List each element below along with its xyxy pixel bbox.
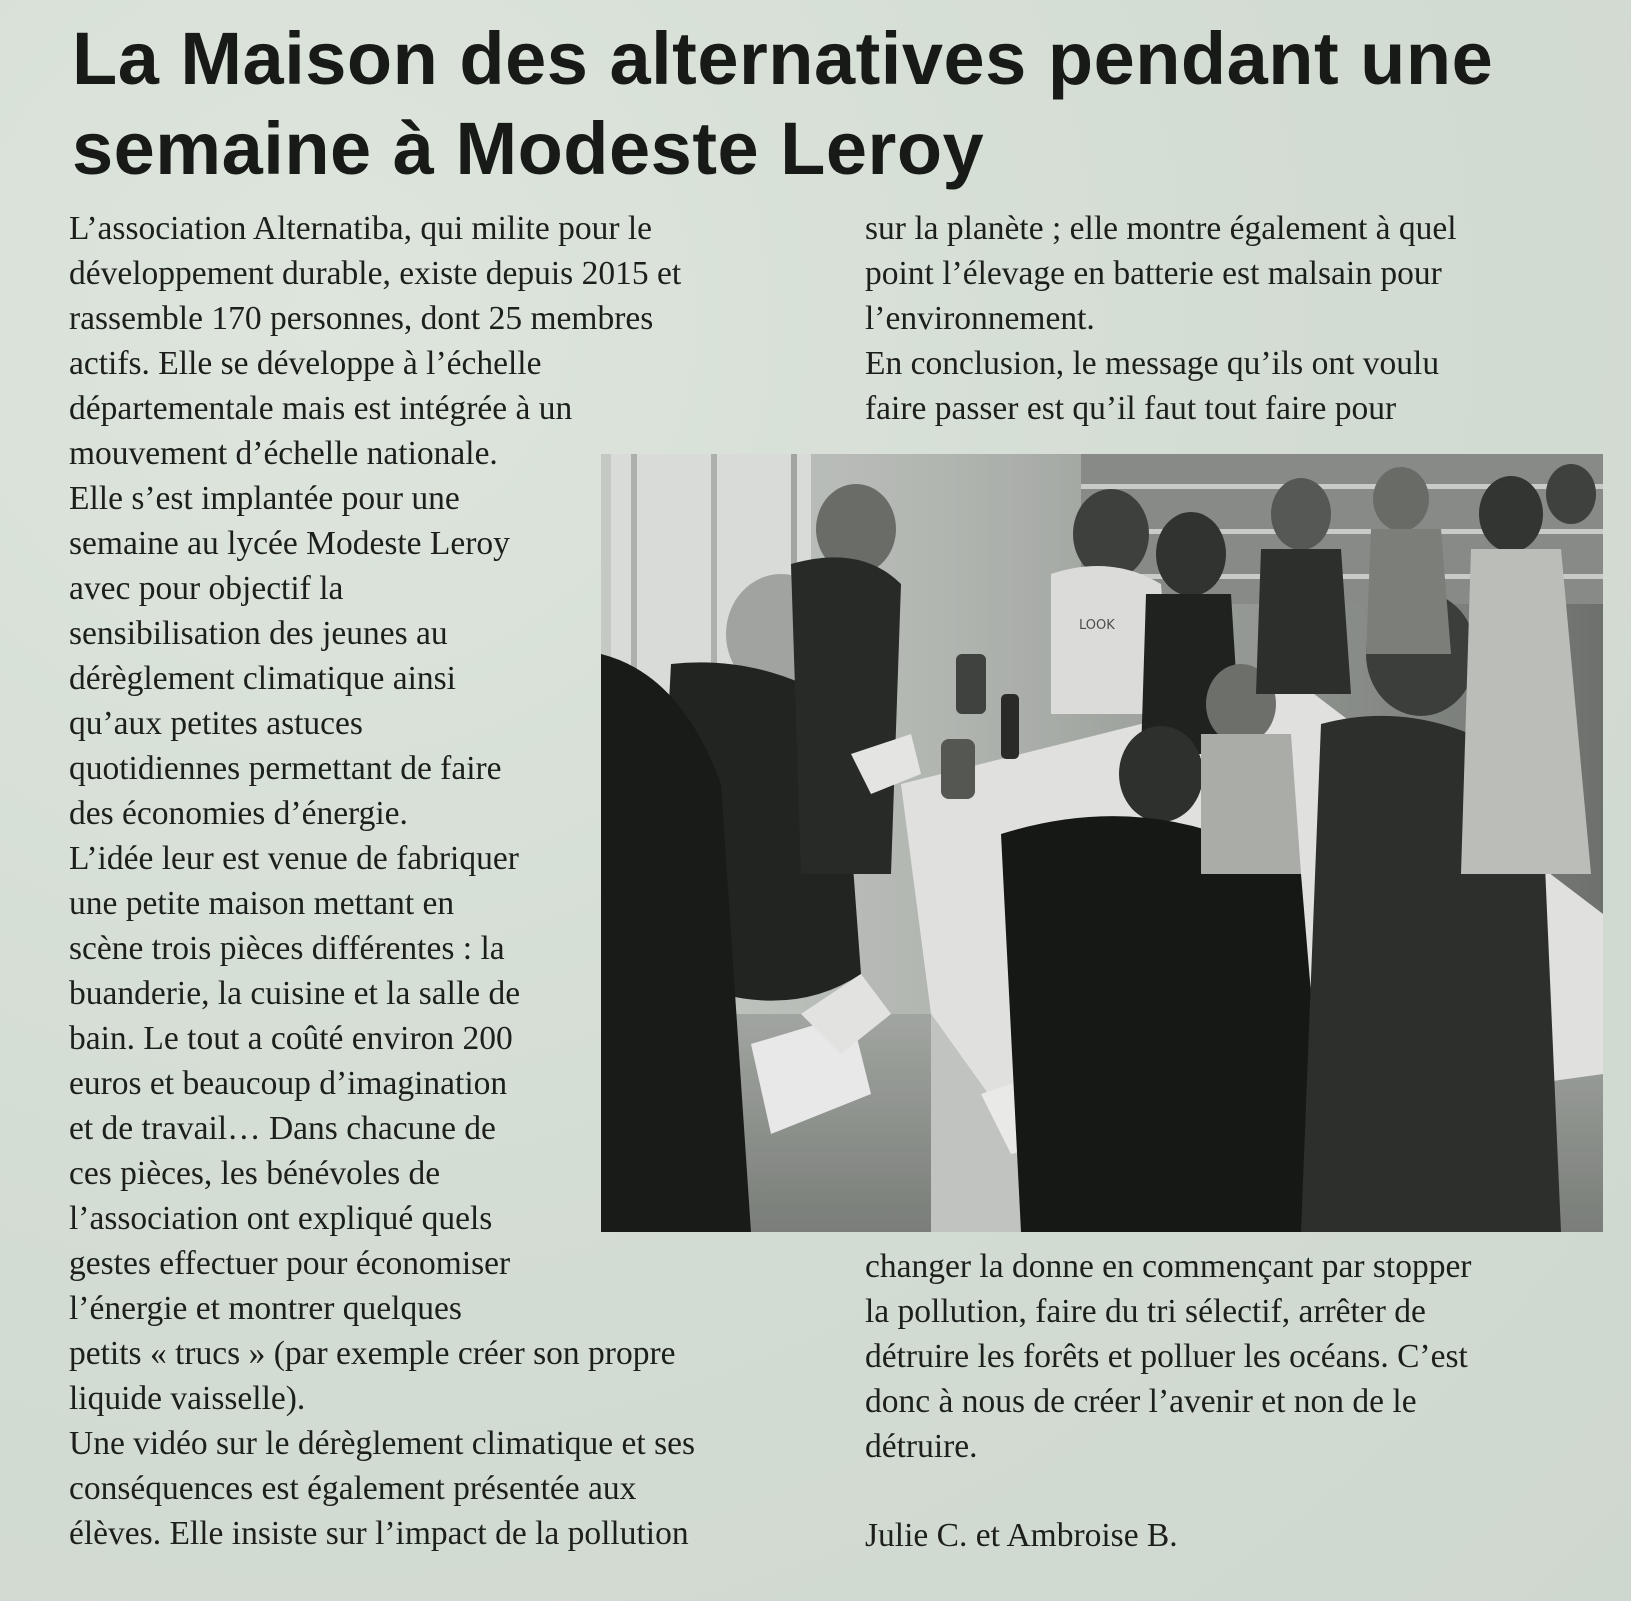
text-line: qu’aux petites astuces xyxy=(69,705,363,742)
text-line: euros et beaucoup d’imagination xyxy=(69,1065,508,1102)
text-line: développement durable, existe depuis 2015 et xyxy=(69,255,682,292)
text-line: L’association Alternatiba, qui milite pour le xyxy=(69,210,653,247)
text-line: Elle s’est implantée pour une xyxy=(69,480,460,517)
text-line: une petite maison mettant en xyxy=(69,885,455,922)
text-line: mouvement d’échelle nationale. xyxy=(69,435,498,472)
article-byline xyxy=(865,1513,1178,1558)
headline-line: La Maison des alternatives pendant une xyxy=(72,17,1494,100)
text-line: l’énergie et montrer quelques xyxy=(69,1290,462,1327)
text-line: buanderie, la cuisine et la salle de xyxy=(69,975,521,1012)
text-line: quotidiennes permettant de faire xyxy=(69,750,502,787)
photo-shirt-text: LOOK xyxy=(1079,618,1115,633)
text-line: sensibilisation des jeunes au xyxy=(69,615,448,652)
text-line: scène trois pièces différentes : la xyxy=(69,930,505,967)
text-line: Une vidéo sur le dérèglement climatique et ses xyxy=(69,1425,696,1462)
text-line: détruire. xyxy=(865,1428,978,1465)
text-line: sur la planète ; elle montre également à quel xyxy=(865,210,1457,247)
right-column-top-text xyxy=(865,206,1457,431)
text-line: la pollution, faire du tri sélectif, arrêter de xyxy=(865,1293,1426,1330)
text-line: liquide vaisselle). xyxy=(69,1380,306,1417)
text-line: semaine au lycée Modeste Leroy xyxy=(69,525,510,562)
text-line: rassemble 170 personnes, dont 25 membres xyxy=(69,300,654,337)
article-photo xyxy=(601,454,1603,1232)
text-line: dérèglement climatique ainsi xyxy=(69,660,456,697)
text-line: L’idée leur est venue de fabriquer xyxy=(69,840,519,877)
text-line: bain. Le tout a coûté environ 200 xyxy=(69,1020,513,1057)
text-line: ces pièces, les bénévoles de xyxy=(69,1155,441,1192)
byline-text: Julie C. et Ambroise B. xyxy=(865,1517,1178,1554)
right-column-bottom-text xyxy=(865,1244,1471,1469)
text-line: détruire les forêts et polluer les océans. C’est xyxy=(865,1338,1468,1375)
headline-line: semaine à Modeste Leroy xyxy=(72,107,985,190)
text-line: l’association ont expliqué quels xyxy=(69,1200,493,1237)
photo-scene xyxy=(601,454,1603,1232)
text-line: changer la donne en commençant par stopper xyxy=(865,1248,1472,1285)
text-line: faire passer est qu’il faut tout faire pour xyxy=(865,390,1397,427)
text-line: actifs. Elle se développe à l’échelle xyxy=(69,345,542,382)
text-line: et de travail… Dans chacune de xyxy=(69,1110,496,1147)
text-line: l’environnement. xyxy=(865,300,1095,337)
text-line: avec pour objectif la xyxy=(69,570,344,607)
text-line: des économies d’énergie. xyxy=(69,795,408,832)
article-headline xyxy=(72,14,1572,194)
text-line: élèves. Elle insiste sur l’impact de la pollution xyxy=(69,1515,689,1552)
text-line: point l’élevage en batterie est malsain pour xyxy=(865,255,1442,292)
text-line: conséquences est également présentée aux xyxy=(69,1470,637,1507)
text-line: départementale mais est intégrée à un xyxy=(69,390,573,427)
text-line: En conclusion, le message qu’ils ont voulu xyxy=(865,345,1440,382)
text-line: gestes effectuer pour économiser xyxy=(69,1245,511,1282)
text-line: petits « trucs » (par exemple créer son propre xyxy=(69,1335,676,1372)
text-line: donc à nous de créer l’avenir et non de le xyxy=(865,1383,1417,1420)
